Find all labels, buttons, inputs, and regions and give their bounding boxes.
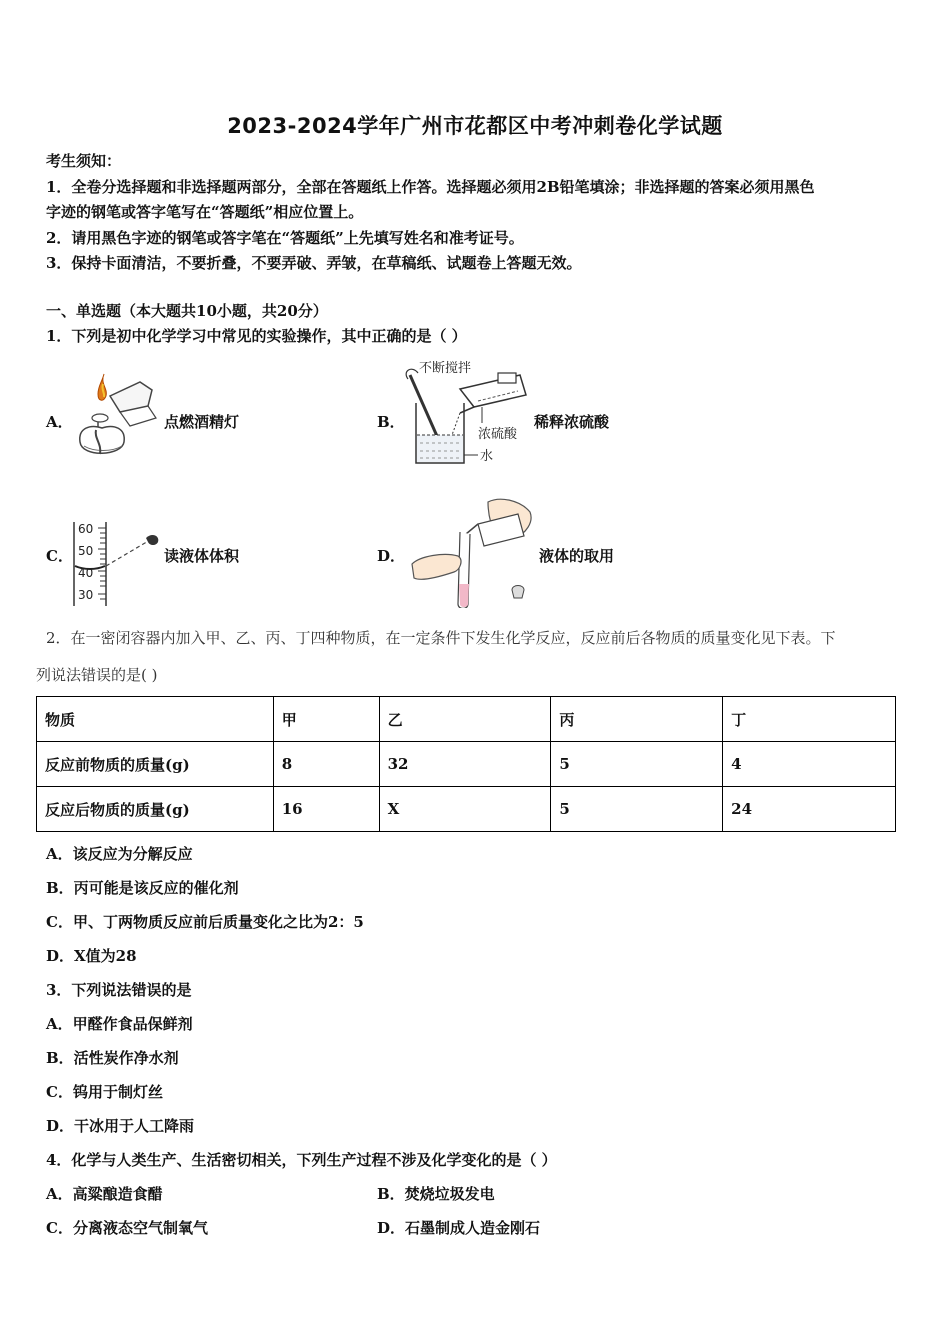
notice-item-1-line-2: 字迹的钢笔或答字笔写在“答题纸”相应位置上。 <box>46 203 364 221</box>
table-cell: 5 <box>551 742 723 787</box>
table-cell: 24 <box>723 787 896 832</box>
q1-option-c-letter: C． <box>46 547 73 565</box>
notice-heading: 考生须知： <box>46 152 122 170</box>
q4-stem: 4．化学与人类生产、生活密切相关，下列生产过程不涉及化学变化的是（ ） <box>46 1151 557 1169</box>
tick-60: 60 <box>78 522 94 536</box>
table-row <box>37 697 896 742</box>
q1-option-d-caption: 液体的取用 <box>539 547 615 565</box>
tick-30: 30 <box>78 588 94 602</box>
dilute-acid-figure <box>402 357 532 469</box>
notice-item-1-line-1: 1．全卷分选择题和非选择题两部分，全部在答题纸上作答。选择题必须用2B铅笔填涂；非选择题的答案必须用黑色 <box>46 178 815 196</box>
q4-option-d: D．石墨制成人造金刚石 <box>377 1219 541 1237</box>
q3-option-d: D．干冰用于人工降雨 <box>46 1117 195 1135</box>
table-cell: 32 <box>379 742 551 787</box>
table-cell: X <box>379 787 551 832</box>
table-cell: 乙 <box>379 697 551 742</box>
q1-option-b-letter: B． <box>377 413 405 431</box>
q4-option-b: B．焚烧垃圾发电 <box>377 1185 495 1203</box>
notice-item-3: 3．保持卡面清洁，不要折叠，不要弄破、弄皱，在草稿纸、试题卷上答题无效。 <box>46 254 582 272</box>
q4-option-a: A．高粱酿造食醋 <box>46 1185 163 1203</box>
tick-50: 50 <box>78 544 94 558</box>
q2-option-b: B．丙可能是该反应的催化剂 <box>46 879 239 897</box>
page-title: 2023-2024学年广州市花都区中考冲刺卷化学试题 <box>227 114 723 138</box>
table-cell: 物质 <box>37 697 274 742</box>
acid-label: 浓硫酸 <box>478 427 518 442</box>
q1-option-b-caption: 稀释浓硫酸 <box>534 413 610 431</box>
q1-option-a-caption: 点燃酒精灯 <box>164 413 240 431</box>
table-row <box>37 742 896 787</box>
table-cell: 16 <box>273 787 379 832</box>
q1-option-c-caption: 读液体体积 <box>164 547 240 565</box>
table-cell: 5 <box>551 787 723 832</box>
q2-option-d: D．X值为28 <box>46 947 137 965</box>
q3-option-a: A．甲醛作食品保鲜剂 <box>46 1015 193 1033</box>
table-cell: 丁 <box>723 697 896 742</box>
q3-option-c: C．钨用于制灯丝 <box>46 1083 163 1101</box>
liquid-pouring-figure <box>408 494 540 608</box>
table-cell: 反应前物质的质量(g) <box>37 742 274 787</box>
table-cell: 8 <box>273 742 379 787</box>
q1-option-a-letter: A． <box>46 413 73 431</box>
q4-option-c: C．分离液态空气制氧气 <box>46 1219 208 1237</box>
alcohol-lamp-figure <box>70 366 162 466</box>
tick-40: 40 <box>78 566 94 580</box>
q2-option-c: C．甲、丁两物质反应前后质量变化之比为2：5 <box>46 913 364 931</box>
section-heading: 一、单选题（本大题共10小题，共20分） <box>46 302 328 320</box>
q2-stem-line-1: 2．在一密闭容器内加入甲、乙、丙、丁四种物质，在一定条件下发生化学反应，反应前后各物质的质量变化见下表。下 <box>46 629 836 647</box>
q1-option-d-letter: D． <box>377 547 406 565</box>
q1-stem: 1．下列是初中化学学习中常见的实验操作，其中正确的是（ ） <box>46 327 467 345</box>
q3-option-b: B．活性炭作净水剂 <box>46 1049 179 1067</box>
notice-item-2: 2．请用黑色字迹的钢笔或答字笔在“答题纸”上先填写姓名和准考证号。 <box>46 229 524 247</box>
graduated-cylinder-figure <box>72 518 164 610</box>
table-cell: 反应后物质的质量(g) <box>37 787 274 832</box>
mass-table <box>36 696 896 832</box>
q2-option-a: A．该反应为分解反应 <box>46 845 193 863</box>
q2-stem-line-2: 列说法错误的是( ) <box>36 666 158 684</box>
table-row <box>37 787 896 832</box>
table-cell: 4 <box>723 742 896 787</box>
q3-stem: 3．下列说法错误的是 <box>46 981 192 999</box>
table-cell: 甲 <box>273 697 379 742</box>
water-label: 水 <box>480 449 494 464</box>
stir-label: 不断搅拌 <box>419 361 472 376</box>
table-cell: 丙 <box>551 697 723 742</box>
